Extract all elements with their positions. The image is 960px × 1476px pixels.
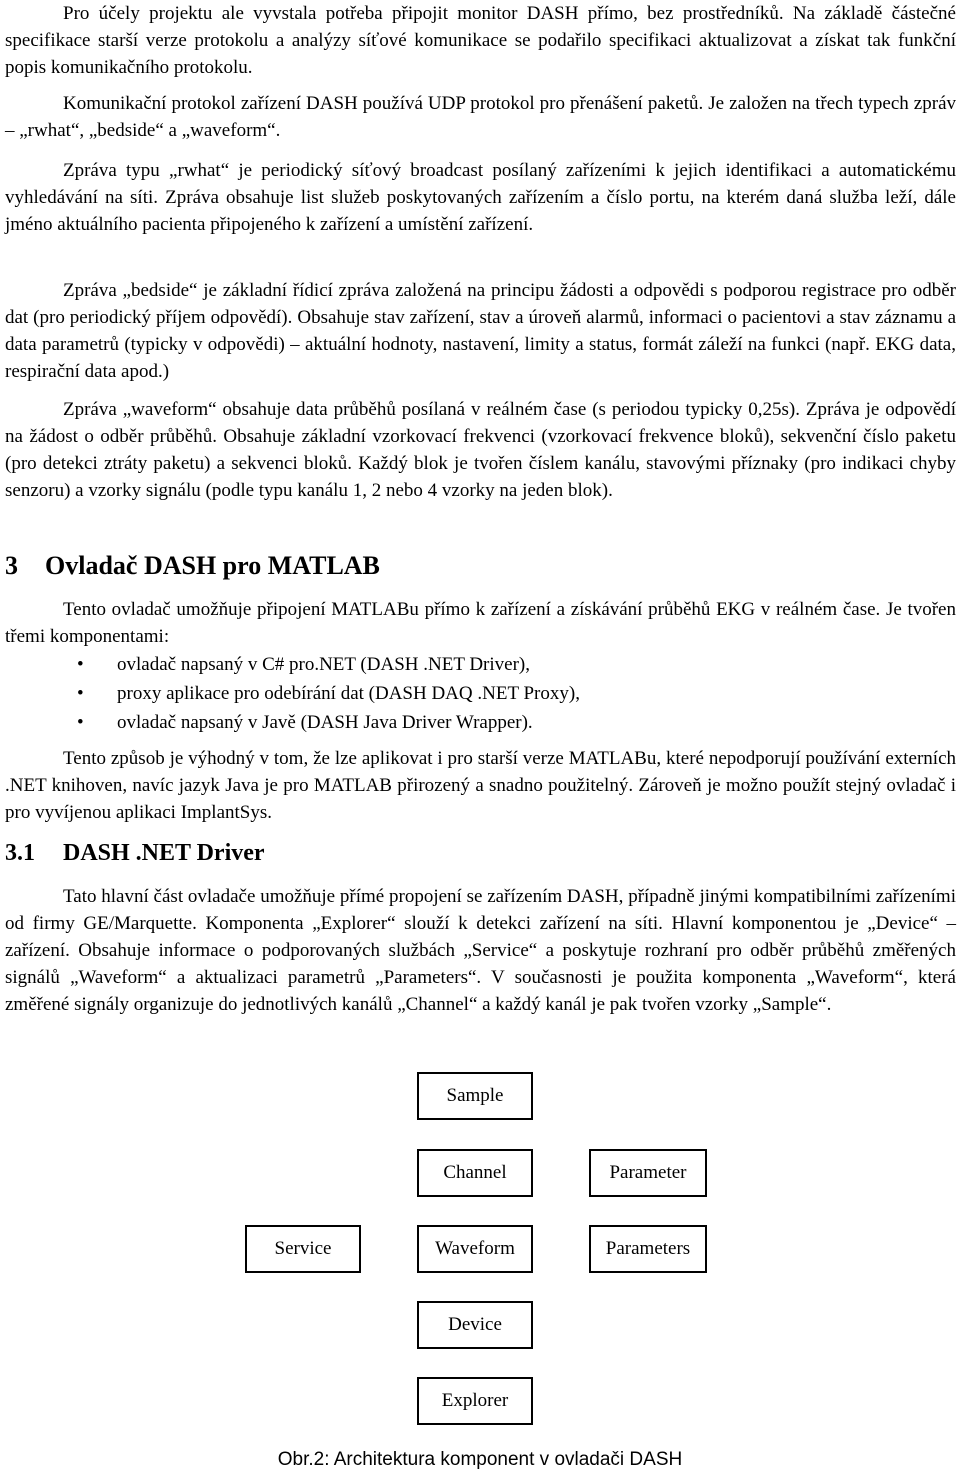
paragraph-intro bbox=[5, 0, 956, 81]
paragraph-bedside bbox=[5, 277, 956, 385]
component-list bbox=[5, 651, 905, 738]
diagram-box-service: Service bbox=[245, 1225, 361, 1273]
paragraph-text: Pro účely projektu ale vyvstala potřeba připojit monitor DASH přímo, bez prostředníků. Na základě částečné specifikace starší verze protokolu a analýzy síťové komunikace se podařilo specifikaci aktualizovat a získat tak funkční popis komunikačního protokolu. bbox=[5, 3, 956, 78]
paragraph-net-driver bbox=[5, 883, 956, 1018]
list-item-text: ovladač napsaný v Javě (DASH Java Driver Wrapper). bbox=[117, 712, 533, 733]
diagram-box-waveform: Waveform bbox=[417, 1225, 533, 1273]
paragraph-text: Zpráva „waveform“ obsahuje data průběhů posílaná v reálném čase (s periodou typicky 0,25s). Zpráva je odpovědí na žádost o odběr průběhů. Obsahuje základní vzorkovací frekvenci (vzorkovací frekvence bloků), sekvenční číslo paketu (pro detekci ztráty paketu) a sekvenci bloků. Každý blok je tvořen číslem kanálu, stavovými příznaky (pro indikaci chyby senzoru) a vzorky signálu (podle typu kanálu 1, 2 nebo 4 vzorky na jeden blok). bbox=[5, 399, 956, 501]
paragraph-advantages bbox=[5, 745, 956, 826]
paragraph-text: Zpráva „bedside“ je základní řídicí zpráva založená na principu žádosti a odpovědi s podporou registrace pro odběr dat (pro periodický příjem odpovědí). Obsahuje stav zařízení, stav a úroveň alarmů, informaci o pacientovi a stav záznamu a data parametrů (typicky v odpovědi) – aktuální hodnoty, nastavení, limity a status, formát záleží na funkci (např. EKG data, respirační data apod.) bbox=[5, 280, 956, 382]
paragraph-driver-intro bbox=[5, 596, 956, 650]
bullet-icon: • bbox=[77, 654, 84, 675]
paragraph-text: Tento způsob je výhodný v tom, že lze aplikovat i pro starší verze MATLABu, které nepodporují používání externích .NET knihoven, navíc jazyk Java je pro MATLAB přirozený a snadno použitelný. Zároveň je možno použít stejný ovladač i pro vyvíjenou aplikaci ImplantSys. bbox=[5, 748, 956, 823]
diagram-box-channel: Channel bbox=[417, 1149, 533, 1197]
section-number: 3.1 bbox=[5, 840, 35, 866]
figure-caption: Obr.2: Architektura komponent v ovladači DASH bbox=[277, 1449, 683, 1470]
diagram-box-parameters: Parameters bbox=[589, 1225, 707, 1273]
list-item-text: proxy aplikace pro odebírání dat (DASH DAQ .NET Proxy), bbox=[117, 683, 580, 704]
diagram-box-explorer: Explorer bbox=[417, 1377, 533, 1425]
diagram-box-parameter: Parameter bbox=[589, 1149, 707, 1197]
architecture-diagram bbox=[0, 1060, 960, 1430]
list-item bbox=[5, 709, 905, 736]
section-heading-3 bbox=[5, 551, 380, 581]
diagram-box-device: Device bbox=[417, 1301, 533, 1349]
list-item-text: ovladač napsaný v C# pro.NET (DASH .NET Driver), bbox=[117, 654, 530, 675]
paragraph-text: Zpráva typu „rwhat“ je periodický síťový broadcast posílaný zařízeními k jejich identifikaci a automatickému vyhledávání na síti. Zpráva obsahuje list služeb poskytovaných zařízením a číslo portu, na kterém daná služba leží, dále jméno aktuálního pacienta připojeného k zařízení a umístění zařízení. bbox=[5, 160, 956, 235]
paragraph-text: Komunikační protokol zařízení DASH používá UDP protokol pro přenášení paketů. Je založen na třech typech zpráv – „rwhat“, „bedside“ a „waveform“. bbox=[5, 93, 956, 141]
section-number: 3 bbox=[5, 551, 18, 580]
paragraph-rwhat bbox=[5, 157, 956, 238]
bullet-icon: • bbox=[77, 712, 84, 733]
diagram-box-sample: Sample bbox=[417, 1072, 533, 1120]
paragraph-protocol bbox=[5, 90, 956, 144]
section-heading-3-1 bbox=[5, 840, 265, 867]
paragraph-text: Tento ovladač umožňuje připojení MATLABu přímo k zařízení a získávání průběhů EKG v reálném čase. Je tvořen třemi komponentami: bbox=[5, 599, 956, 647]
paragraph-waveform bbox=[5, 396, 956, 504]
section-title: Ovladač DASH pro MATLAB bbox=[45, 551, 380, 580]
bullet-icon: • bbox=[77, 683, 84, 704]
list-item bbox=[5, 680, 905, 707]
list-item bbox=[5, 651, 905, 678]
paragraph-text: Tato hlavní část ovladače umožňuje přímé propojení se zařízením DASH, případně jinými kompatibilními zařízeními od firmy GE/Marquette. Komponenta „Explorer“ slouží k detekci zařízení na síti. Hlavní komponentou je „Device“ – zařízení. Obsahuje informace o podporovaných službách „Service“ a poskytuje rozhraní pro odběr průběhů změřených signálů „Waveform“ a aktualizaci parametrů „Parameters“. V současnosti je použita komponenta „Waveform“, která změřené signály organizuje do jednotlivých kanálů „Channel“ a každý kanál je pak tvořen vzorky „Sample“. bbox=[5, 886, 956, 1015]
section-title: DASH .NET Driver bbox=[63, 840, 265, 866]
